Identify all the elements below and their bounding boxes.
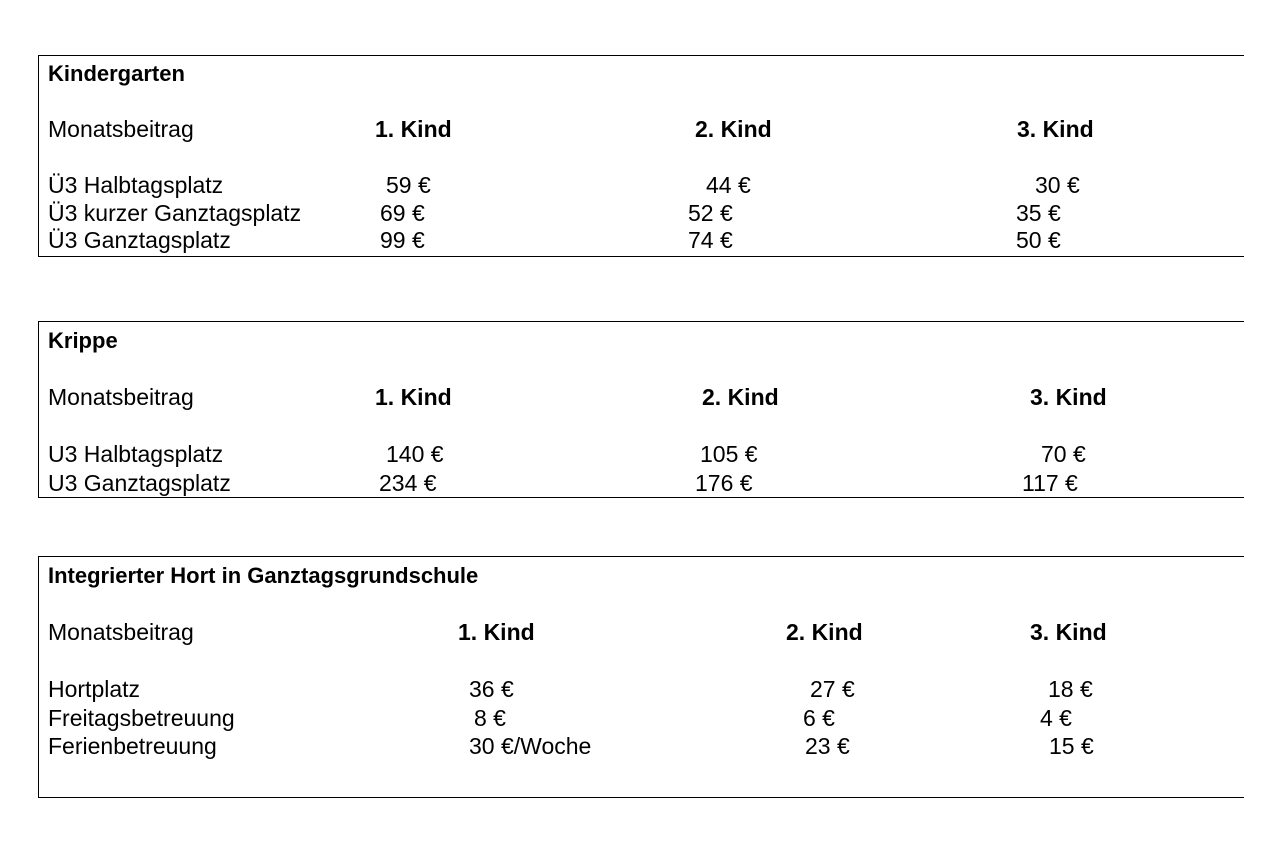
- fee-value: 99 €: [380, 227, 425, 253]
- fee-value: 35 €: [1016, 200, 1061, 226]
- column-header: 2. Kind: [786, 619, 863, 645]
- fee-value: 70 €: [1041, 441, 1086, 467]
- row-name: Ü3 Halbtagsplatz: [48, 172, 224, 198]
- column-header: 1. Kind: [375, 116, 452, 142]
- fee-value: 6 €: [803, 705, 835, 731]
- row-name: Ferienbetreuung: [48, 733, 217, 759]
- fee-value: 140 €: [386, 441, 444, 467]
- row-name: Ü3 Ganztagsplatz: [48, 227, 231, 253]
- row-label-monatsbeitrag: Monatsbeitrag: [48, 384, 194, 410]
- section-title: Kindergarten: [48, 61, 185, 86]
- section-title: Integrierter Hort in Ganztagsgrundschule: [48, 563, 479, 588]
- fee-value: 117 €: [1022, 470, 1078, 496]
- fee-value: 176 €: [695, 470, 753, 496]
- fee-value: 23 €: [805, 733, 850, 759]
- fee-value: 59 €: [386, 172, 431, 198]
- column-header: 3. Kind: [1030, 384, 1107, 410]
- row-name: Freitagsbetreuung: [48, 705, 235, 731]
- fee-value: 69 €: [380, 200, 425, 226]
- fee-value: 52 €: [688, 200, 733, 226]
- column-header: 3. Kind: [1030, 619, 1107, 645]
- column-header: 2. Kind: [702, 384, 779, 410]
- row-name: Ü3 kurzer Ganztagsplatz: [48, 200, 302, 226]
- row-name: U3 Ganztagsplatz: [48, 470, 231, 496]
- fee-value: 18 €: [1048, 676, 1093, 702]
- fee-value: 105 €: [700, 441, 758, 467]
- fee-value: 50 €: [1016, 227, 1061, 253]
- fee-value: 27 €: [810, 676, 855, 702]
- column-header: 1. Kind: [458, 619, 535, 645]
- fee-value: 4 €: [1040, 705, 1072, 731]
- row-name: Hortplatz: [48, 676, 141, 702]
- fee-value: 44 €: [706, 172, 751, 198]
- row-label-monatsbeitrag: Monatsbeitrag: [48, 116, 194, 142]
- fee-value: 8 €: [474, 705, 506, 731]
- fee-value: 15 €: [1049, 733, 1094, 759]
- row-name: U3 Halbtagsplatz: [48, 441, 224, 467]
- column-header: 1. Kind: [375, 384, 452, 410]
- fee-value: 74 €: [688, 227, 733, 253]
- column-header: 3. Kind: [1017, 116, 1094, 142]
- fee-value: 36 €: [469, 676, 514, 702]
- fee-value: 30 €/Woche: [469, 733, 592, 759]
- section-title: Krippe: [48, 328, 118, 353]
- fee-value: 30 €: [1035, 172, 1080, 198]
- fee-value: 234 €: [379, 470, 437, 496]
- column-header: 2. Kind: [695, 116, 772, 142]
- row-label-monatsbeitrag: Monatsbeitrag: [48, 619, 194, 645]
